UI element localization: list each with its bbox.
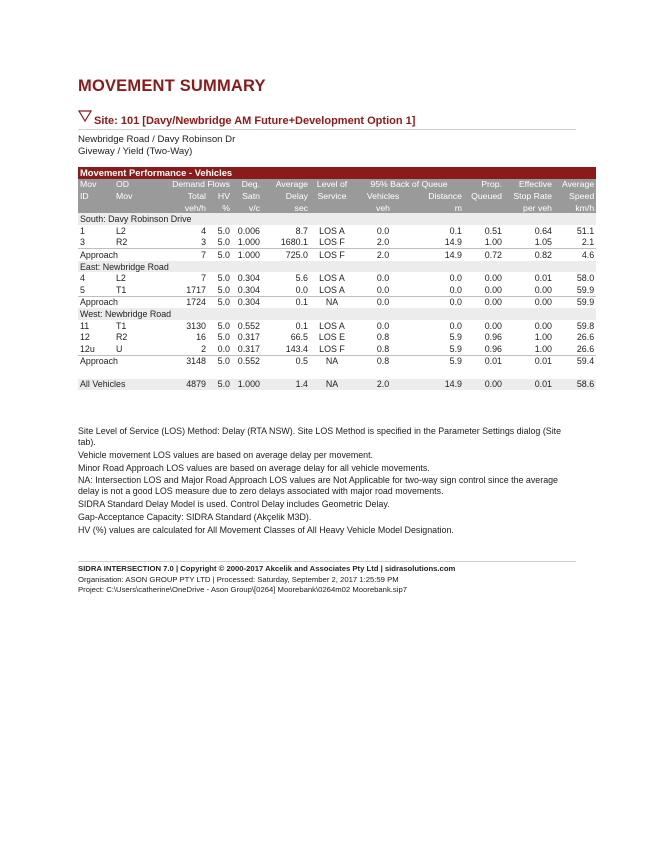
cell-prop: 0.72 xyxy=(464,249,504,261)
cell-od: R2 xyxy=(116,237,128,248)
cell-stop: 0.64 xyxy=(534,225,552,236)
approach-group-row xyxy=(78,308,596,320)
cell-speed: 2.1 xyxy=(581,237,595,248)
address-line-2: Giveway / Yield (Two-Way) xyxy=(78,146,193,157)
cell-total: 4879 xyxy=(150,379,208,391)
cell-los: NA xyxy=(310,355,354,367)
spacer-row xyxy=(78,367,596,379)
hdr-deg-1: Deg. xyxy=(232,179,262,191)
notes-section xyxy=(78,426,578,538)
table-row xyxy=(78,320,596,332)
cell-deg: 0.317 xyxy=(237,343,260,354)
hdr-od-1: OD xyxy=(114,179,150,191)
cell-delay: 66.5 xyxy=(290,332,308,343)
table-caption-row xyxy=(78,167,596,179)
hdr-speed-2: Speed xyxy=(554,190,596,202)
note: Minor Road Approach LOS values are based on average delay for all vehicle movements. xyxy=(78,462,430,473)
header-row-1 xyxy=(78,179,596,191)
cell-deg: 0.006 xyxy=(237,225,260,236)
cell-stop: 0.00 xyxy=(504,296,554,308)
cell-approach-label: Approach xyxy=(78,296,150,308)
cell-dist: 0.0 xyxy=(412,296,464,308)
hdr-distance-unit: m xyxy=(412,202,464,214)
cell-hv: 5.0 xyxy=(217,332,230,343)
cell-delay: 725.0 xyxy=(262,249,310,261)
cell-prop: 0.01 xyxy=(464,355,504,367)
cell-speed: 58.0 xyxy=(576,273,595,284)
hdr-speed-unit: km/h xyxy=(554,202,596,214)
cell-total: 1724 xyxy=(150,296,208,308)
cell-los: NA xyxy=(310,296,354,308)
cell-speed: 4.6 xyxy=(554,249,596,261)
hdr-prop-2: Queued xyxy=(464,190,504,202)
cell-veh: 2.0 xyxy=(354,249,412,261)
hdr-vehicles: Vehicles xyxy=(354,190,412,202)
cell-dist: 0.1 xyxy=(449,225,462,236)
cell-deg: 1.000 xyxy=(232,379,262,391)
site-heading xyxy=(78,110,576,130)
cell-dist: 14.9 xyxy=(412,379,464,391)
cell-hv: 0.0 xyxy=(217,343,230,354)
cell-dist: 14.9 xyxy=(412,249,464,261)
footer-project: Project: C:\Users\catherine\OneDrive - Ason Group\[0264] Moorebank\0264m02 Moorebank.sip7 xyxy=(78,585,408,595)
cell-od: T1 xyxy=(116,320,127,331)
cell-od: T1 xyxy=(116,284,127,295)
hdr-prop-1: Prop. xyxy=(464,179,504,191)
cell-total: 16 xyxy=(196,332,206,343)
footer xyxy=(78,561,576,596)
cell-veh: 0.0 xyxy=(376,284,390,295)
approach-name: South: Davy Robinson Drive xyxy=(78,213,596,225)
cell-id: 12u xyxy=(80,343,95,354)
cell-stop: 0.01 xyxy=(534,273,552,284)
table-caption: Movement Performance - Vehicles xyxy=(78,167,596,179)
table-row xyxy=(78,237,596,249)
cell-all-vehicles-label: All Vehicles xyxy=(78,379,150,391)
all-vehicles-row xyxy=(78,379,596,391)
cell-stop: 0.82 xyxy=(504,249,554,261)
note: Site Level of Service (LOS) Method: Delay (RTA NSW). Site LOS Method is specified in the Parameter Settings dialog (Site tab). xyxy=(78,426,562,447)
cell-delay: 1680.1 xyxy=(280,237,308,248)
cell-delay: 8.7 xyxy=(295,225,308,236)
cell-id: 5 xyxy=(80,284,85,295)
footer-organisation: Organisation: ASON GROUP PTY LTD | Processed: Saturday, September 2, 2017 1:25:59 PM xyxy=(78,574,399,584)
cell-veh: 0.0 xyxy=(376,320,390,331)
cell-id: 11 xyxy=(80,320,90,331)
hdr-speed-1: Average xyxy=(554,179,596,191)
approach-total-row xyxy=(78,355,596,367)
cell-veh: 0.8 xyxy=(376,332,390,343)
cell-delay: 1.4 xyxy=(262,379,310,391)
approach-group-row xyxy=(78,261,596,273)
hdr-delay-1: Average xyxy=(262,179,310,191)
cell-id: 1 xyxy=(80,225,85,236)
approach-total-row xyxy=(78,296,596,308)
cell-stop: 1.00 xyxy=(534,332,552,343)
note: Gap-Acceptance Capacity: SIDRA Standard (Akçelik M3D). xyxy=(78,511,312,522)
cell-delay: 143.4 xyxy=(285,343,308,354)
cell-prop: 0.00 xyxy=(484,284,502,295)
cell-dist: 0.0 xyxy=(449,284,462,295)
cell-hv: 5.0 xyxy=(208,355,232,367)
site-title: Site: 101 [Davy/Newbridge AM Future+Development Option 1] xyxy=(94,115,416,127)
hdr-queue: 95% Back of Queue xyxy=(354,179,464,191)
cell-delay: 0.0 xyxy=(295,284,308,295)
cell-hv: 5.0 xyxy=(217,284,230,295)
cell-veh: 0.8 xyxy=(376,343,390,354)
hdr-total-unit: veh/h xyxy=(150,202,208,214)
note: NA: Intersection LOS and Major Road Approach LOS values are Not Applicable for two-way sign control since the average delay is not a good LOS measure due to zero delays associated with major road movements. xyxy=(78,475,558,497)
cell-deg: 1.000 xyxy=(237,237,260,248)
table-row xyxy=(78,331,596,343)
cell-hv: 5.0 xyxy=(208,296,232,308)
cell-stop: 0.00 xyxy=(534,284,552,295)
cell-los: LOS F xyxy=(319,237,345,248)
cell-speed: 59.9 xyxy=(576,284,595,295)
cell-speed: 59.4 xyxy=(554,355,596,367)
cell-total: 7 xyxy=(150,249,208,261)
table-row xyxy=(78,225,596,237)
cell-approach-label: Approach xyxy=(78,249,150,261)
cell-los: LOS E xyxy=(318,332,346,343)
cell-los: LOS A xyxy=(319,284,345,295)
cell-prop: 0.96 xyxy=(484,332,502,343)
cell-veh: 0.0 xyxy=(376,225,390,236)
cell-deg: 0.304 xyxy=(237,273,260,284)
hdr-hv-unit: % xyxy=(208,202,232,214)
cell-prop: 0.00 xyxy=(484,320,502,331)
cell-stop: 0.01 xyxy=(504,379,554,391)
cell-los: NA xyxy=(310,379,354,391)
table-row xyxy=(78,272,596,284)
hdr-demand-flows: Demand Flows xyxy=(150,179,232,191)
cell-hv: 5.0 xyxy=(208,249,232,261)
hdr-stop-1: Effective xyxy=(504,179,554,191)
hdr-blank-1 xyxy=(78,202,114,214)
triangle-down-icon xyxy=(78,110,92,122)
cell-los: LOS F xyxy=(319,343,345,354)
cell-prop: 1.00 xyxy=(484,237,502,248)
cell-veh: 0.0 xyxy=(376,273,390,284)
table-row xyxy=(78,284,596,296)
hdr-delay-unit: sec xyxy=(262,202,310,214)
cell-stop: 0.00 xyxy=(534,320,552,331)
cell-los: LOS A xyxy=(319,225,345,236)
hdr-od-2: Mov xyxy=(114,190,150,202)
cell-od: U xyxy=(116,343,123,354)
cell-prop: 0.00 xyxy=(464,296,504,308)
cell-total: 3130 xyxy=(186,320,206,331)
note: SIDRA Standard Delay Model is used. Control Delay includes Geometric Delay. xyxy=(78,499,390,510)
note: HV (%) values are calculated for All Movement Classes of All Heavy Vehicle Model Designation. xyxy=(78,524,454,535)
note: Vehicle movement LOS values are based on average delay per movement. xyxy=(78,449,374,460)
cell-id: 4 xyxy=(80,273,85,284)
hdr-stop-2: Stop Rate xyxy=(504,190,554,202)
approach-total-row xyxy=(78,249,596,261)
cell-hv: 5.0 xyxy=(217,237,230,248)
cell-prop: 0.51 xyxy=(484,225,502,236)
cell-veh: 2.0 xyxy=(354,379,412,391)
address-line-1: Newbridge Road / Davy Robinson Dr xyxy=(78,134,236,145)
approach-name: West: Newbridge Road xyxy=(78,308,596,320)
footer-copyright: SIDRA INTERSECTION 7.0 | Copyright © 2000-2017 Akcelik and Associates Pty Ltd | sidrasolutions.com xyxy=(78,564,456,573)
cell-hv: 5.0 xyxy=(217,273,230,284)
cell-stop: 1.05 xyxy=(534,237,552,248)
cell-prop: 0.96 xyxy=(484,343,502,354)
cell-deg: 0.317 xyxy=(237,332,260,343)
cell-dist: 0.0 xyxy=(449,320,462,331)
cell-veh: 0.0 xyxy=(354,296,412,308)
page-title: MOVEMENT SUMMARY xyxy=(78,77,266,95)
cell-speed: 59.9 xyxy=(554,296,596,308)
cell-veh: 0.8 xyxy=(354,355,412,367)
cell-deg: 0.552 xyxy=(237,320,260,331)
cell-total: 4 xyxy=(201,225,206,236)
cell-hv: 5.0 xyxy=(217,225,230,236)
cell-dist: 0.0 xyxy=(449,273,462,284)
cell-prop: 0.00 xyxy=(484,273,502,284)
cell-dist: 14.9 xyxy=(444,237,462,248)
hdr-vehicles-unit: veh xyxy=(354,202,412,214)
cell-los: LOS F xyxy=(310,249,354,261)
cell-id: 12 xyxy=(80,332,90,343)
hdr-los-1: Level of xyxy=(310,179,354,191)
cell-dist: 5.9 xyxy=(449,343,462,354)
cell-od: R2 xyxy=(116,332,128,343)
cell-stop: 1.00 xyxy=(534,343,552,354)
hdr-blank-4 xyxy=(464,202,504,214)
cell-delay: 0.5 xyxy=(262,355,310,367)
cell-od: L2 xyxy=(116,273,126,284)
cell-speed: 59.8 xyxy=(576,320,595,331)
cell-id: 3 xyxy=(80,237,85,248)
spacer-cell xyxy=(78,367,596,379)
hdr-los-2: Service xyxy=(310,190,354,202)
hdr-hv: HV xyxy=(208,190,232,202)
cell-od: L2 xyxy=(116,225,126,236)
cell-stop: 0.01 xyxy=(504,355,554,367)
cell-speed: 26.6 xyxy=(576,332,595,343)
cell-total: 7 xyxy=(201,273,206,284)
cell-dist: 5.9 xyxy=(449,332,462,343)
hdr-blank-2 xyxy=(114,202,150,214)
hdr-distance: Distance xyxy=(412,190,464,202)
movement-table xyxy=(78,167,596,390)
cell-dist: 5.9 xyxy=(412,355,464,367)
cell-deg: 0.552 xyxy=(232,355,262,367)
hdr-mov-1: Mov xyxy=(78,179,114,191)
cell-los: LOS A xyxy=(319,273,345,284)
hdr-mov-2: ID xyxy=(78,190,114,202)
cell-total: 1717 xyxy=(186,284,206,295)
table-row xyxy=(78,343,596,355)
header-row-units xyxy=(78,202,596,214)
cell-speed: 51.1 xyxy=(576,225,595,236)
hdr-total: Total xyxy=(150,190,208,202)
cell-speed: 26.6 xyxy=(576,343,595,354)
cell-total: 3 xyxy=(201,237,206,248)
cell-delay: 0.1 xyxy=(295,320,308,331)
cell-speed: 58.6 xyxy=(554,379,596,391)
hdr-delay-2: Delay xyxy=(262,190,310,202)
cell-deg: 1.000 xyxy=(232,249,262,261)
cell-deg: 0.304 xyxy=(232,296,262,308)
cell-prop: 0.00 xyxy=(464,379,504,391)
cell-hv: 5.0 xyxy=(217,320,230,331)
cell-deg: 0.304 xyxy=(237,284,260,295)
cell-approach-label: Approach xyxy=(78,355,150,367)
cell-hv: 5.0 xyxy=(208,379,232,391)
cell-delay: 5.6 xyxy=(295,273,308,284)
cell-veh: 2.0 xyxy=(376,237,390,248)
approach-name: East: Newbridge Road xyxy=(78,261,596,273)
approach-group-row xyxy=(78,213,596,225)
cell-total: 3148 xyxy=(150,355,208,367)
cell-delay: 0.1 xyxy=(262,296,310,308)
hdr-deg-unit: v/c xyxy=(232,202,262,214)
hdr-deg-2: Satn xyxy=(232,190,262,202)
header-row-2 xyxy=(78,190,596,202)
site-address xyxy=(78,134,235,158)
hdr-blank-3 xyxy=(310,202,354,214)
cell-los: LOS A xyxy=(319,320,345,331)
cell-total: 2 xyxy=(201,343,206,354)
hdr-stop-unit: per veh xyxy=(504,202,554,214)
